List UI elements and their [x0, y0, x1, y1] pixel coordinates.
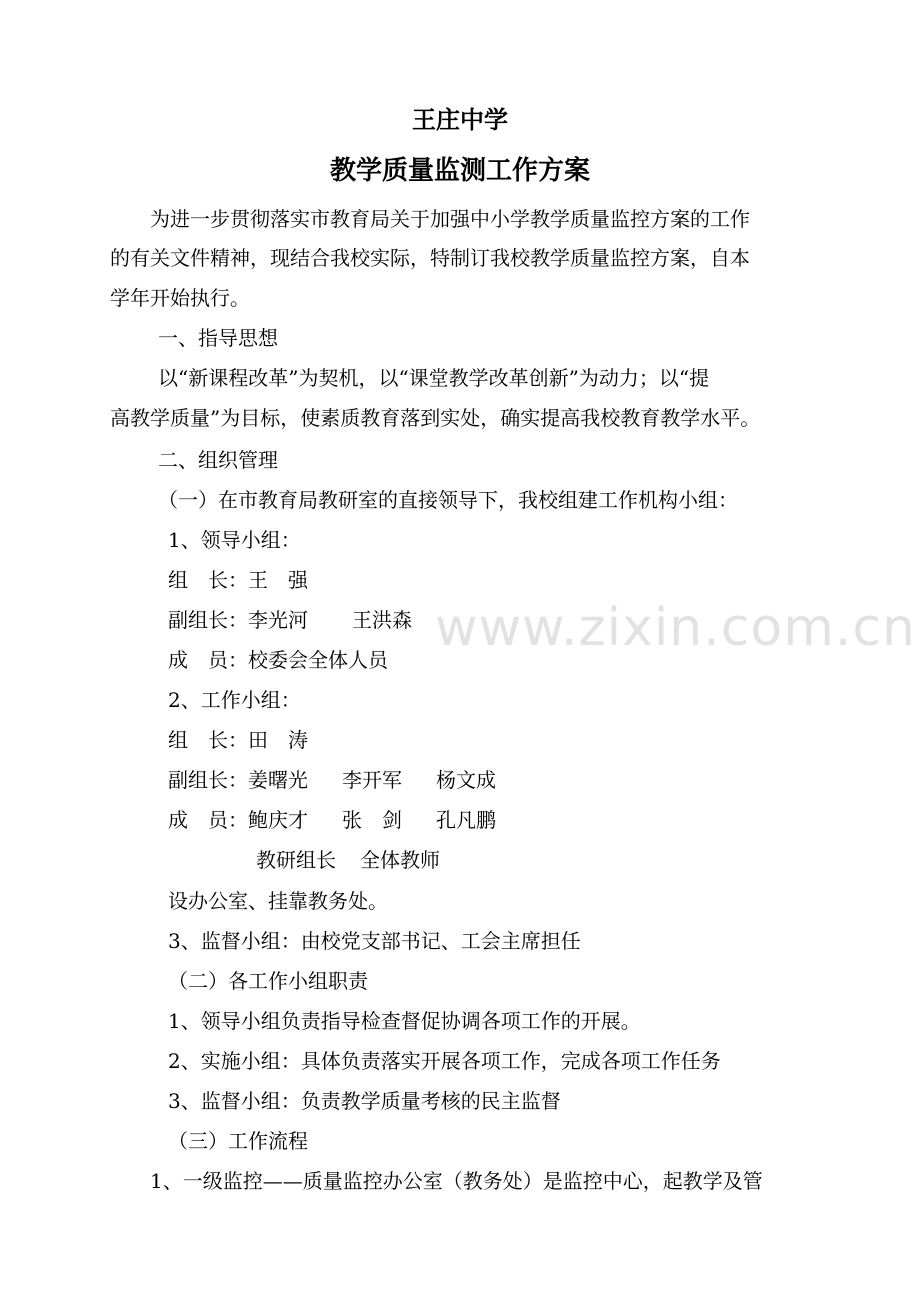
deputy-name: 李开军: [342, 768, 402, 792]
member-label: 成 员：: [168, 648, 248, 672]
member-name: 张 剑: [342, 808, 402, 832]
intro-line-2: 的有关文件精神，现结合我校实际，特制订我校教学质量监控方案，自本: [110, 246, 750, 270]
member-label: 成 员：: [168, 808, 248, 832]
leader-group-members: [168, 646, 388, 674]
leader-group-head: [168, 566, 308, 594]
guiding-line-2: 高教学质量”为目标，使素质教育落到实处，确实提高我校教育教学水平。: [110, 406, 761, 430]
member-name: 孔凡鹏: [436, 808, 496, 832]
guiding-line-1: 以“新课程改革”为契机，以“课堂教学改革创新”为动力；以“提: [158, 366, 710, 390]
flow-1: 1、一级监控——质量监控办公室（教务处）是监控中心，起教学及管: [150, 1169, 763, 1193]
school-name: 王庄中学: [412, 106, 508, 134]
work-group-head: [168, 726, 308, 754]
work-group-deputies: [168, 766, 496, 794]
work-group-members: [168, 806, 496, 834]
deputy-label: 副组长：: [168, 768, 248, 792]
leader-group-title: 1、领导小组：: [168, 528, 301, 552]
subsection-2: （二）各工作小组职责: [168, 969, 368, 993]
duty-1: 1、领导小组负责指导检查督促协调各项工作的开展。: [168, 1009, 641, 1033]
office-note: 设办公室、挂靠教务处。: [168, 889, 388, 913]
duty-2: 2、实施小组：具体负责落实开展各项工作，完成各项工作任务: [168, 1049, 721, 1073]
member-name: 教研组长: [256, 848, 336, 872]
section-heading-organization: 二、组织管理: [158, 448, 278, 472]
deputy-name: 姜曙光: [248, 768, 308, 792]
head-name: 王 强: [248, 568, 308, 592]
subsection-1: （一）在市教育局教研室的直接领导下，我校组建工作机构小组：: [158, 488, 738, 512]
supervise-group: 3、监督小组：由校党支部书记、工会主席担任: [168, 929, 581, 953]
deputy-label: 副组长：: [168, 608, 248, 632]
leader-group-deputies: [168, 606, 412, 634]
intro-line-3: 学年开始执行。: [110, 286, 250, 310]
document-title: 教学质量监测工作方案: [329, 156, 590, 186]
deputy-name: 王洪森: [352, 608, 412, 632]
member-name: 鲍庆才: [248, 808, 308, 832]
head-name: 田 涛: [248, 728, 308, 752]
intro-line-1: 为进一步贯彻落实市教育局关于加强中小学教学质量监控方案的工作: [150, 207, 750, 231]
member-name: 全体教师: [360, 848, 440, 872]
work-group-title: 2、工作小组：: [168, 688, 301, 712]
section-heading-guiding: 一、指导思想: [158, 326, 278, 350]
subsection-3: （三）工作流程: [168, 1129, 308, 1153]
work-group-members-cont: [256, 846, 440, 874]
deputy-name: 杨文成: [436, 768, 496, 792]
duty-3: 3、监督小组：负责教学质量考核的民主监督: [168, 1089, 561, 1113]
member-names: 校委会全体人员: [248, 648, 388, 672]
deputy-name: 李光河: [248, 608, 308, 632]
watermark: www.zixin.com.cn: [435, 598, 916, 658]
head-label: 组 长：: [168, 728, 248, 752]
head-label: 组 长：: [168, 568, 248, 592]
